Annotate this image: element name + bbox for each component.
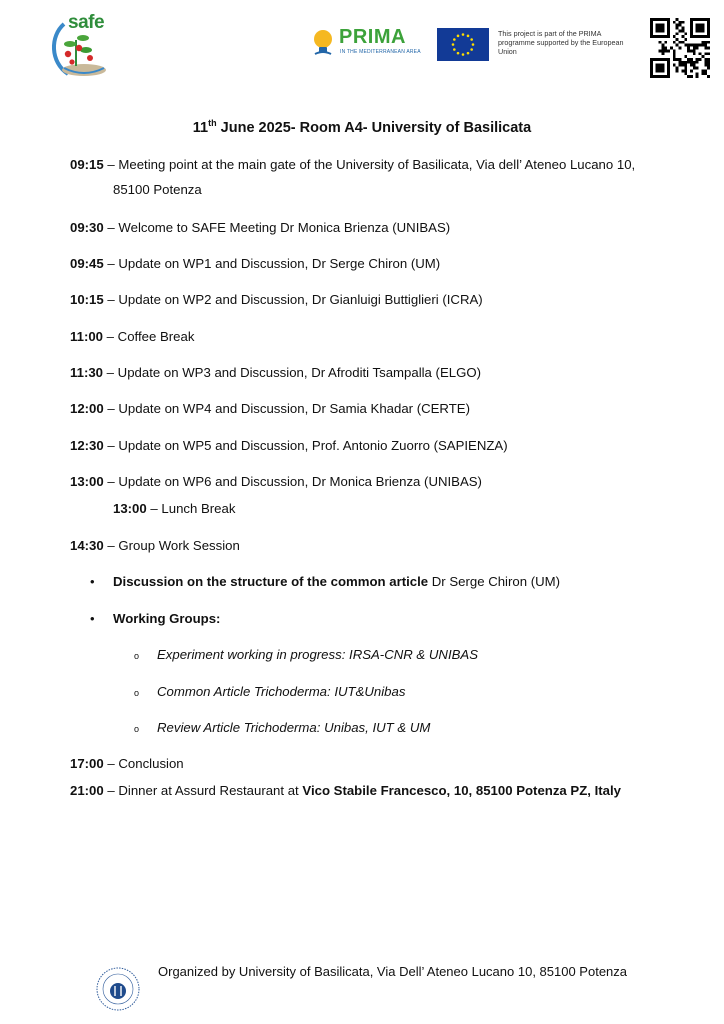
discussion-title: Discussion on the structure of the common article	[113, 574, 429, 589]
agenda-text: – Lunch Break	[146, 501, 236, 516]
eu-star-icon	[470, 38, 473, 41]
agenda-text: – Update on WP1 and Discussion, Dr Serge Chiron (UM)	[103, 256, 441, 271]
agenda-text: – Update on WP6 and Discussion, Dr Monica Brienza (UNIBAS)	[103, 474, 482, 489]
prima-logo-text: PRIMA	[339, 26, 406, 48]
agenda-continuation: 85100 Potenza	[113, 182, 202, 197]
dinner-address: Vico Stabile Francesco, 10, 85100 Potenza PZ, Italy	[302, 783, 621, 798]
session-discussion	[113, 574, 560, 590]
prima-logo	[309, 26, 429, 60]
page-title	[0, 118, 724, 136]
agenda-time: 10:15	[70, 292, 104, 307]
eu-star-icon	[470, 48, 473, 51]
footer-organizer: Organized by University of Basilicata, Via Dell’ Ateneo Lucano 10, 85100 Potenza	[158, 964, 628, 979]
safe-logo	[46, 10, 118, 82]
eu-star-icon	[457, 52, 460, 55]
agenda-text: – Update on WP4 and Discussion, Dr Samia Khadar (CERTE)	[103, 401, 470, 416]
eu-star-icon	[462, 53, 465, 56]
agenda-item	[70, 756, 184, 772]
eu-funding-notice: This project is part of the PRIMA programme supported by the European Union	[498, 29, 624, 56]
agenda-time: 21:00	[70, 783, 104, 798]
agenda-text: – Dinner at Assurd Restaurant at	[103, 783, 303, 798]
agenda-text: – Conclusion	[103, 756, 184, 771]
agenda-time: 09:30	[70, 220, 104, 235]
agenda-text: – Coffee Break	[103, 329, 195, 344]
bullet-icon: •	[90, 574, 95, 589]
bullet-icon: •	[90, 611, 95, 626]
title-ordinal: th	[208, 118, 217, 128]
agenda-time: 09:45	[70, 256, 104, 271]
sub-bullet-icon: o	[134, 724, 140, 734]
sub-bullet-icon: o	[134, 688, 140, 698]
agenda-text: – Group Work Session	[103, 538, 240, 553]
university-seal-icon	[95, 966, 141, 1012]
eu-star-icon	[467, 35, 470, 38]
agenda-time: 13:00	[70, 474, 104, 489]
prima-tagline: IN THE MEDITERRANEAN AREA	[340, 49, 421, 55]
eu-star-icon	[462, 33, 465, 36]
agenda-time: 11:30	[70, 365, 104, 380]
working-groups-heading: Working Groups:	[113, 611, 221, 626]
agenda-item	[70, 438, 508, 454]
agenda-item	[70, 401, 470, 417]
agenda-text: – Meeting point at the main gate of the University of Basilicata, Via dell’ Ateneo Lucano 10,	[103, 157, 636, 172]
agenda-text: – Update on WP5 and Discussion, Prof. Antonio Zuorro (SAPIENZA)	[103, 438, 508, 453]
agenda-item	[70, 256, 440, 272]
working-group-item: Review Article Trichoderma: Unibas, IUT & UM	[157, 720, 431, 735]
working-group-item: Common Article Trichoderma: IUT&Unibas	[157, 684, 406, 699]
agenda-item	[70, 783, 621, 799]
eu-star-icon	[472, 43, 475, 46]
title-rest: June 2025- Room A4- University of Basilicata	[216, 119, 532, 136]
eu-star-icon	[457, 35, 460, 38]
discussion-speaker: Dr Serge Chiron (UM)	[428, 574, 560, 589]
eu-star-icon	[452, 43, 455, 46]
working-group-item: Experiment working in progress: IRSA-CNR & UNIBAS	[157, 647, 478, 662]
eu-star-icon	[453, 48, 456, 51]
agenda-item	[70, 329, 194, 345]
agenda-time: 09:15	[70, 157, 104, 172]
agenda-time: 11:00	[70, 329, 104, 344]
agenda-item	[113, 501, 235, 517]
agenda-time: 14:30	[70, 538, 104, 553]
eu-star-icon	[453, 38, 456, 41]
lightbulb-icon	[309, 28, 337, 56]
agenda-item	[70, 157, 635, 173]
eu-star-icon	[467, 52, 470, 55]
title-day: 11	[192, 119, 209, 136]
agenda-item	[70, 538, 240, 554]
eu-flag-icon	[437, 28, 489, 61]
agenda-item	[70, 220, 450, 236]
agenda-item	[70, 474, 482, 490]
agenda-time: 13:00	[113, 501, 147, 516]
agenda-time: 12:30	[70, 438, 104, 453]
agenda-item	[70, 365, 481, 381]
qr-code-icon[interactable]	[650, 18, 710, 78]
agenda-text: – Update on WP2 and Discussion, Dr Gianluigi Buttiglieri (ICRA)	[103, 292, 483, 307]
agenda-time: 17:00	[70, 756, 104, 771]
agenda-time: 12:00	[70, 401, 104, 416]
sub-bullet-icon: o	[134, 651, 140, 661]
agenda-item	[70, 292, 483, 308]
safe-logo-text: safe	[68, 12, 105, 33]
agenda-text: – Welcome to SAFE Meeting Dr Monica Brienza (UNIBAS)	[103, 220, 451, 235]
agenda-text: – Update on WP3 and Discussion, Dr Afroditi Tsampalla (ELGO)	[103, 365, 481, 380]
